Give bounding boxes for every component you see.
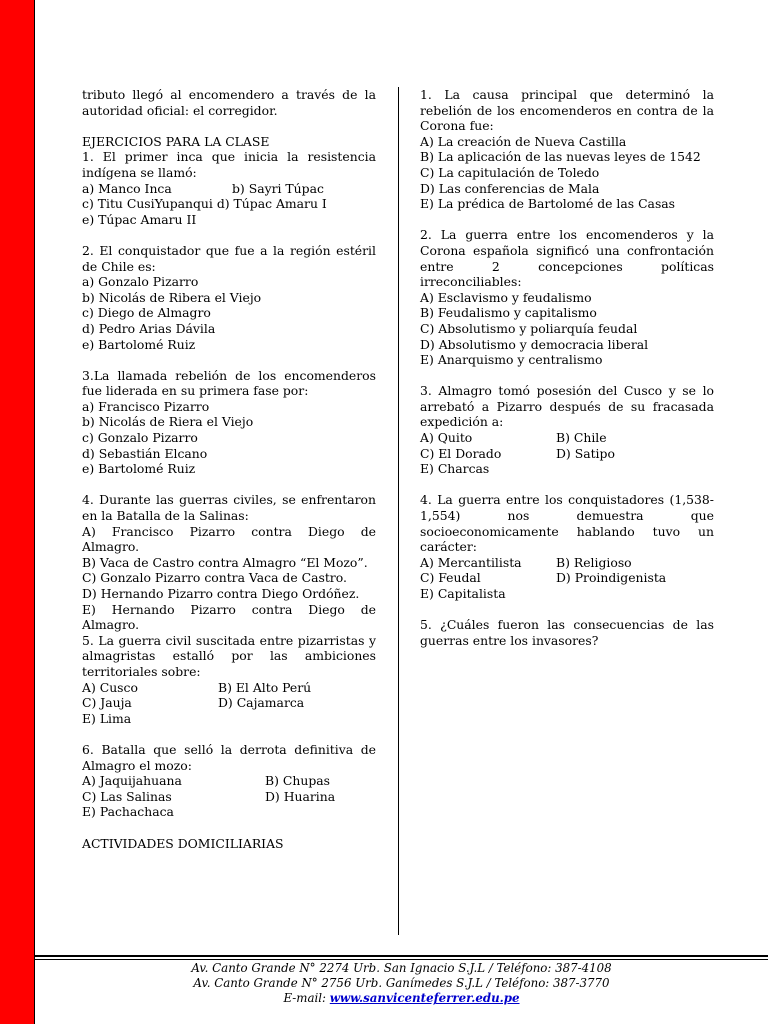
question-text: 5. ¿Cuáles fueron las consecuencias de las guerras entre los invasores? bbox=[420, 617, 714, 648]
option: D) Cajamarca bbox=[218, 695, 305, 711]
option: a) Gonzalo Pizarro bbox=[82, 274, 199, 290]
option: E) Charcas bbox=[420, 461, 490, 477]
option: C) Feudal bbox=[420, 570, 481, 586]
footer-email-label: E-mail: bbox=[283, 991, 330, 1006]
red-side-bar bbox=[0, 0, 34, 1024]
option: b) Sayri Túpac bbox=[232, 180, 324, 196]
option: B) Chupas bbox=[265, 773, 330, 789]
footer-address-2: Av. Canto Grande N° 2756 Urb. Ganímedes S.J.L / Teléfono: 387-3770 bbox=[193, 976, 610, 991]
option: C) Gonzalo Pizarro contra Vaca de Castro. bbox=[82, 570, 347, 586]
option: d) Sebastián Elcano bbox=[82, 445, 208, 461]
option: c) Titu CusiYupanqui d) Túpac Amaru I bbox=[82, 196, 327, 212]
right-column bbox=[420, 87, 714, 648]
option: B) Chile bbox=[556, 430, 607, 446]
option-row bbox=[420, 430, 714, 446]
option: C) La capitulación de Toledo bbox=[420, 164, 600, 180]
option: C) Absolutismo y poliarquía feudal bbox=[420, 320, 638, 336]
option: C) Las Salinas bbox=[82, 788, 172, 804]
option: B) Vaca de Castro contra Almagro “El Mozo”. bbox=[82, 554, 368, 570]
option: A) La creación de Nueva Castilla bbox=[420, 133, 627, 149]
option: D) Las conferencias de Mala bbox=[420, 180, 600, 196]
option: e) Túpac Amaru II bbox=[82, 211, 197, 227]
question-text: 3.La llamada rebelión de los encomenderos fue liderada en su primera fase por: bbox=[82, 367, 376, 399]
option: D) Huarina bbox=[265, 788, 336, 804]
side-bar-edge bbox=[34, 0, 35, 1024]
option: A) Quito bbox=[420, 430, 473, 446]
option: e) Bartolomé Ruiz bbox=[82, 461, 196, 477]
question-text: 1. El primer inca que inicia la resistencia indígena se llamó: bbox=[82, 149, 376, 180]
option: B) El Alto Perú bbox=[218, 679, 312, 695]
option: A) Esclavismo y feudalismo bbox=[420, 289, 592, 305]
option-row bbox=[420, 570, 714, 586]
option: c) Gonzalo Pizarro bbox=[82, 430, 198, 446]
option: c) Diego de Almagro bbox=[82, 305, 211, 321]
left-column bbox=[82, 87, 376, 851]
intro-paragraph: tributo llegó al encomendero a través de la autoridad oficial: el corregidor. bbox=[82, 87, 376, 118]
option: E) Hernando Pizarro contra Diego de Almagro. bbox=[82, 601, 376, 633]
option: C) El Dorado bbox=[420, 445, 502, 461]
option: E) La prédica de Bartolomé de las Casas bbox=[420, 196, 676, 212]
footer-rule-thick bbox=[35, 955, 768, 957]
option-row bbox=[82, 181, 376, 197]
option: A) Mercantilista bbox=[420, 554, 522, 570]
option: A) Francisco Pizarro contra Diego de Almagro. bbox=[82, 523, 376, 555]
option: B) Feudalismo y capitalismo bbox=[420, 305, 597, 321]
section-title-exercises: EJERCICIOS PARA LA CLASE bbox=[82, 133, 270, 149]
section-title-home-activities: ACTIVIDADES DOMICILIARIAS bbox=[82, 835, 284, 851]
option: E) Lima bbox=[82, 710, 132, 726]
footer-rule-thin bbox=[35, 959, 768, 960]
option: b) Nicolás de Ribera el Viejo bbox=[82, 289, 262, 305]
option: D) Hernando Pizarro contra Diego Ordóñez. bbox=[82, 586, 360, 601]
option: D) Satipo bbox=[556, 445, 615, 461]
footer-email-line bbox=[35, 991, 768, 1006]
option: d) Pedro Arias Dávila bbox=[82, 320, 216, 336]
option: A) Jaquijahuana bbox=[82, 773, 182, 789]
option: e) Bartolomé Ruiz bbox=[82, 336, 196, 352]
question-text: 6. Batalla que selló la derrota definitiva de Almagro el mozo: bbox=[82, 741, 376, 773]
question-text: 3. Almagro tomó posesión del Cusco y se lo arrebató a Pizarro después de su fracasada expedición a: bbox=[420, 383, 714, 430]
option: A) Cusco bbox=[82, 679, 138, 695]
option: b) Nicolás de Riera el Viejo bbox=[82, 414, 254, 430]
question-text: 4. La guerra entre los conquistadores (1,538-1,554) nos demuestra que socioeconomicamente hablando tuvo un carácter: bbox=[420, 492, 714, 555]
question-text: 5. La guerra civil suscitada entre pizarristas y almagristas estalló por las ambiciones territoriales sobre: bbox=[82, 632, 376, 679]
option-row bbox=[82, 680, 376, 696]
option: E) Pachachaca bbox=[82, 804, 174, 820]
footer bbox=[35, 961, 768, 1007]
option: C) Jauja bbox=[82, 695, 132, 711]
question-text: 2. El conquistador que fue a la región estéril de Chile es: bbox=[82, 242, 376, 274]
option: E) Anarquismo y centralismo bbox=[420, 352, 603, 368]
option: a) Francisco Pizarro bbox=[82, 398, 210, 414]
question-text: 2. La guerra entre los encomenderos y la Corona española significó una confrontación entre 2 concepciones políticas irreconciliables: bbox=[420, 227, 714, 290]
footer-address-1: Av. Canto Grande N° 2274 Urb. San Ignacio S.J.L / Teléfono: 387-4108 bbox=[191, 961, 612, 975]
option-row bbox=[82, 773, 376, 789]
website-link[interactable]: www.sanvicenteferrer.edu.pe bbox=[329, 991, 520, 1006]
option-row bbox=[82, 695, 376, 711]
option: D) Proindigenista bbox=[556, 570, 667, 586]
option: B) La aplicación de las nuevas leyes de 1542 bbox=[420, 149, 701, 165]
option: E) Capitalista bbox=[420, 586, 506, 601]
option: a) Manco Inca bbox=[82, 180, 172, 196]
option-row bbox=[82, 789, 376, 805]
question-text: 1. La causa principal que determinó la rebelión de los encomenderos en contra de la Corona fue: bbox=[420, 87, 714, 134]
option-row bbox=[420, 555, 714, 571]
option-row bbox=[420, 446, 714, 462]
option: B) Religioso bbox=[556, 554, 632, 570]
column-divider bbox=[398, 87, 399, 935]
question-text: 4. Durante las guerras civiles, se enfrentaron en la Batalla de la Salinas: bbox=[82, 492, 376, 524]
option: D) Absolutismo y democracia liberal bbox=[420, 336, 649, 352]
